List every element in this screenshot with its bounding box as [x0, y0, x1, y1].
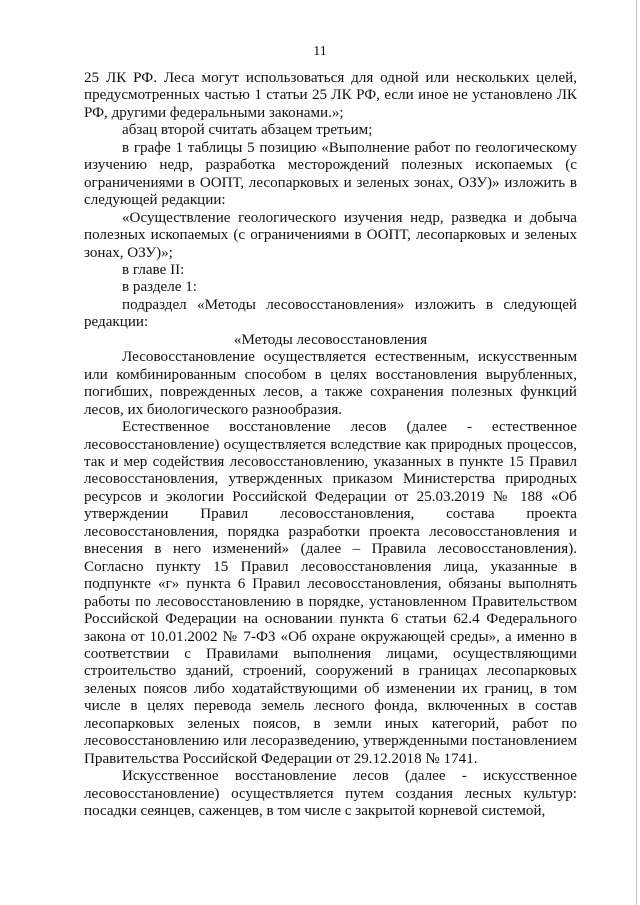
- section-heading: «Методы лесовосстановления: [233, 331, 428, 348]
- paragraph-reforestation-general: Лесовосстановление осуществляется естественным, искусственным или комбинированным способом в целях восстановления вырубленных, погибших, поврежденных лесов, а также сохранения полезных функций лесов, их биологического разнообразия.: [84, 349, 577, 418]
- paragraph-chapter-ref: в главе II:: [122, 261, 185, 278]
- paragraph-subsection-amendment: подраздел «Методы лесовосстановления» изложить в следующей редакции:: [84, 296, 577, 331]
- page-number: 11: [313, 44, 327, 59]
- paragraph-section-ref: в разделе 1:: [122, 279, 197, 296]
- paragraph-continuation: 25 ЛК РФ. Леса могут использоваться для одной или нескольких целей, предусмотренных частью 1 статьи 25 ЛК РФ, если иное не установлено ЛК РФ, другими федеральными законами.»;: [84, 70, 577, 121]
- scan-edge-line: [636, 0, 637, 905]
- paragraph-amendment-paragraph-order: абзац второй считать абзацем третьим;: [122, 122, 373, 139]
- paragraph-table5-amendment: в графе 1 таблицы 5 позицию «Выполнение работ по геологическому изучению недр, разработка месторождений полезных ископаемых (с ограничениями в ООПТ, лесопарковых и зеленых зонах, ОЗУ)» изложить в следующей редакции:: [84, 139, 577, 209]
- document-body: [84, 70, 577, 820]
- paragraph-natural-reforestation: Естественное восстановление лесов (далее - естественное лесовосстановление) осуществляется вследствие как природных процессов, так и мер содействия лесовосстановлению, указанных в пункте 15 Правил лесовосстановления, утвержденных приказом Министерства природных ресурсов и экологии Российской Федерации от 25.03.2019 № 188 «Об утверждении Правил лесовосстановления, состава проекта лесовосстановления, порядка разработки проекта лесовосстановления и внесения в него изменений» (далее – Правила лесовосстановления). Согласно пункту 15 Правил лесовосстановления лица, указанные в подпункте «г» пункта 6 Правил лесовосстановления, обязаны выполнять работы по лесовосстановлению в порядке, установленном Правительством Российской Федерации на основании пункта 6 статьи 62.4 Федерального закона от 10.01.2002 № 7-ФЗ «Об охране окружающей среды», а именно в соответствии с Правилами выполнения лицами, осуществляющими строительство зданий, строений, сооружений в границах лесопарковых зеленых поясов либо ходатайствующими об изменении их границ, в том числе в целях перевода земель лесного фонда, включенных в состав лесопарковых зеленых поясов, в земли иных категорий, работ по лесовосстановлению или лесоразведению, утвержденными постановлением Правительства Российской Федерации от 29.12.2018 № 1741.: [84, 419, 577, 767]
- paragraph-artificial-reforestation: Искусственное восстановление лесов (далее - искусственное лесовосстановление) осуществляется путем создания лесных культур: посадки сеянцев, саженцев, в том числе с закрытой корневой системой,: [84, 768, 577, 820]
- paragraph-new-wording: «Осуществление геологического изучения недр, разведка и добыча полезных ископаемых (с ограничениями в ООПТ, лесопарковых и зеленых зонах, ОЗУ)»;: [84, 209, 577, 261]
